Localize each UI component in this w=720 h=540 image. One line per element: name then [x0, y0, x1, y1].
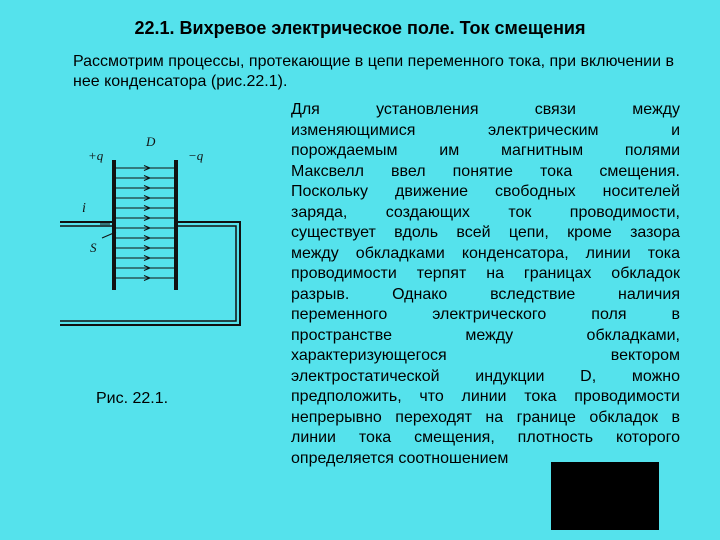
body-line: между обкладками конденсатора, линии тока — [291, 244, 680, 262]
body-line: Для установления связи между — [291, 101, 680, 118]
right-plate — [174, 160, 178, 290]
label-D: D — [146, 134, 156, 149]
formula-placeholder — [551, 462, 659, 530]
left-plate — [112, 160, 116, 290]
body-line: непрерывно переходят на границе обкладок в — [291, 408, 680, 426]
circuit-wire — [60, 222, 240, 325]
body-line: существует вдоль всей цепи, кроме зазора — [291, 224, 680, 241]
field-lines — [116, 166, 174, 281]
intro-paragraph: Рассмотрим процессы, протекающие в цепи переменного тока, при включении в нее конденсатора (рис.22.1). — [73, 53, 674, 90]
slide-title: 22.1. Вихревое электрическое поле. Ток смещения — [134, 18, 586, 38]
body-line: пространстве между обкладками, — [291, 326, 680, 344]
body-line: проводимости терпят на границах обкладок — [291, 265, 680, 282]
body-line: переменного электрического поля в — [291, 306, 680, 323]
label-S: S — [90, 240, 97, 255]
body-line: порождаемым им магнитным полями — [291, 142, 680, 159]
capacitor-figure — [60, 130, 260, 350]
body-line: характеризующегося вектором — [291, 347, 680, 364]
body-line: разрыв. Однако вследствие наличия — [291, 285, 680, 303]
label-i: i — [82, 201, 86, 216]
figure-caption: Рис. 22.1. — [96, 390, 169, 407]
body-line: линии тока смещения, плотность которого — [291, 429, 680, 446]
label-plus-q: +q — [88, 148, 104, 163]
body-line: Поскольку движение свободных носителей — [291, 183, 680, 200]
body-line: предположить, что линии тока проводимости — [291, 388, 680, 405]
body-paragraph — [291, 100, 680, 469]
label-minus-q: −q — [188, 148, 204, 163]
body-line: Максвелл ввел понятие тока смещения. — [291, 162, 680, 180]
body-line: электростатической индукции D, можно — [291, 367, 680, 385]
body-line: изменяющимися электрическим и — [291, 121, 680, 139]
body-line: определяется соотношением — [291, 449, 509, 467]
body-line: заряда, создающих ток проводимости, — [291, 203, 680, 221]
